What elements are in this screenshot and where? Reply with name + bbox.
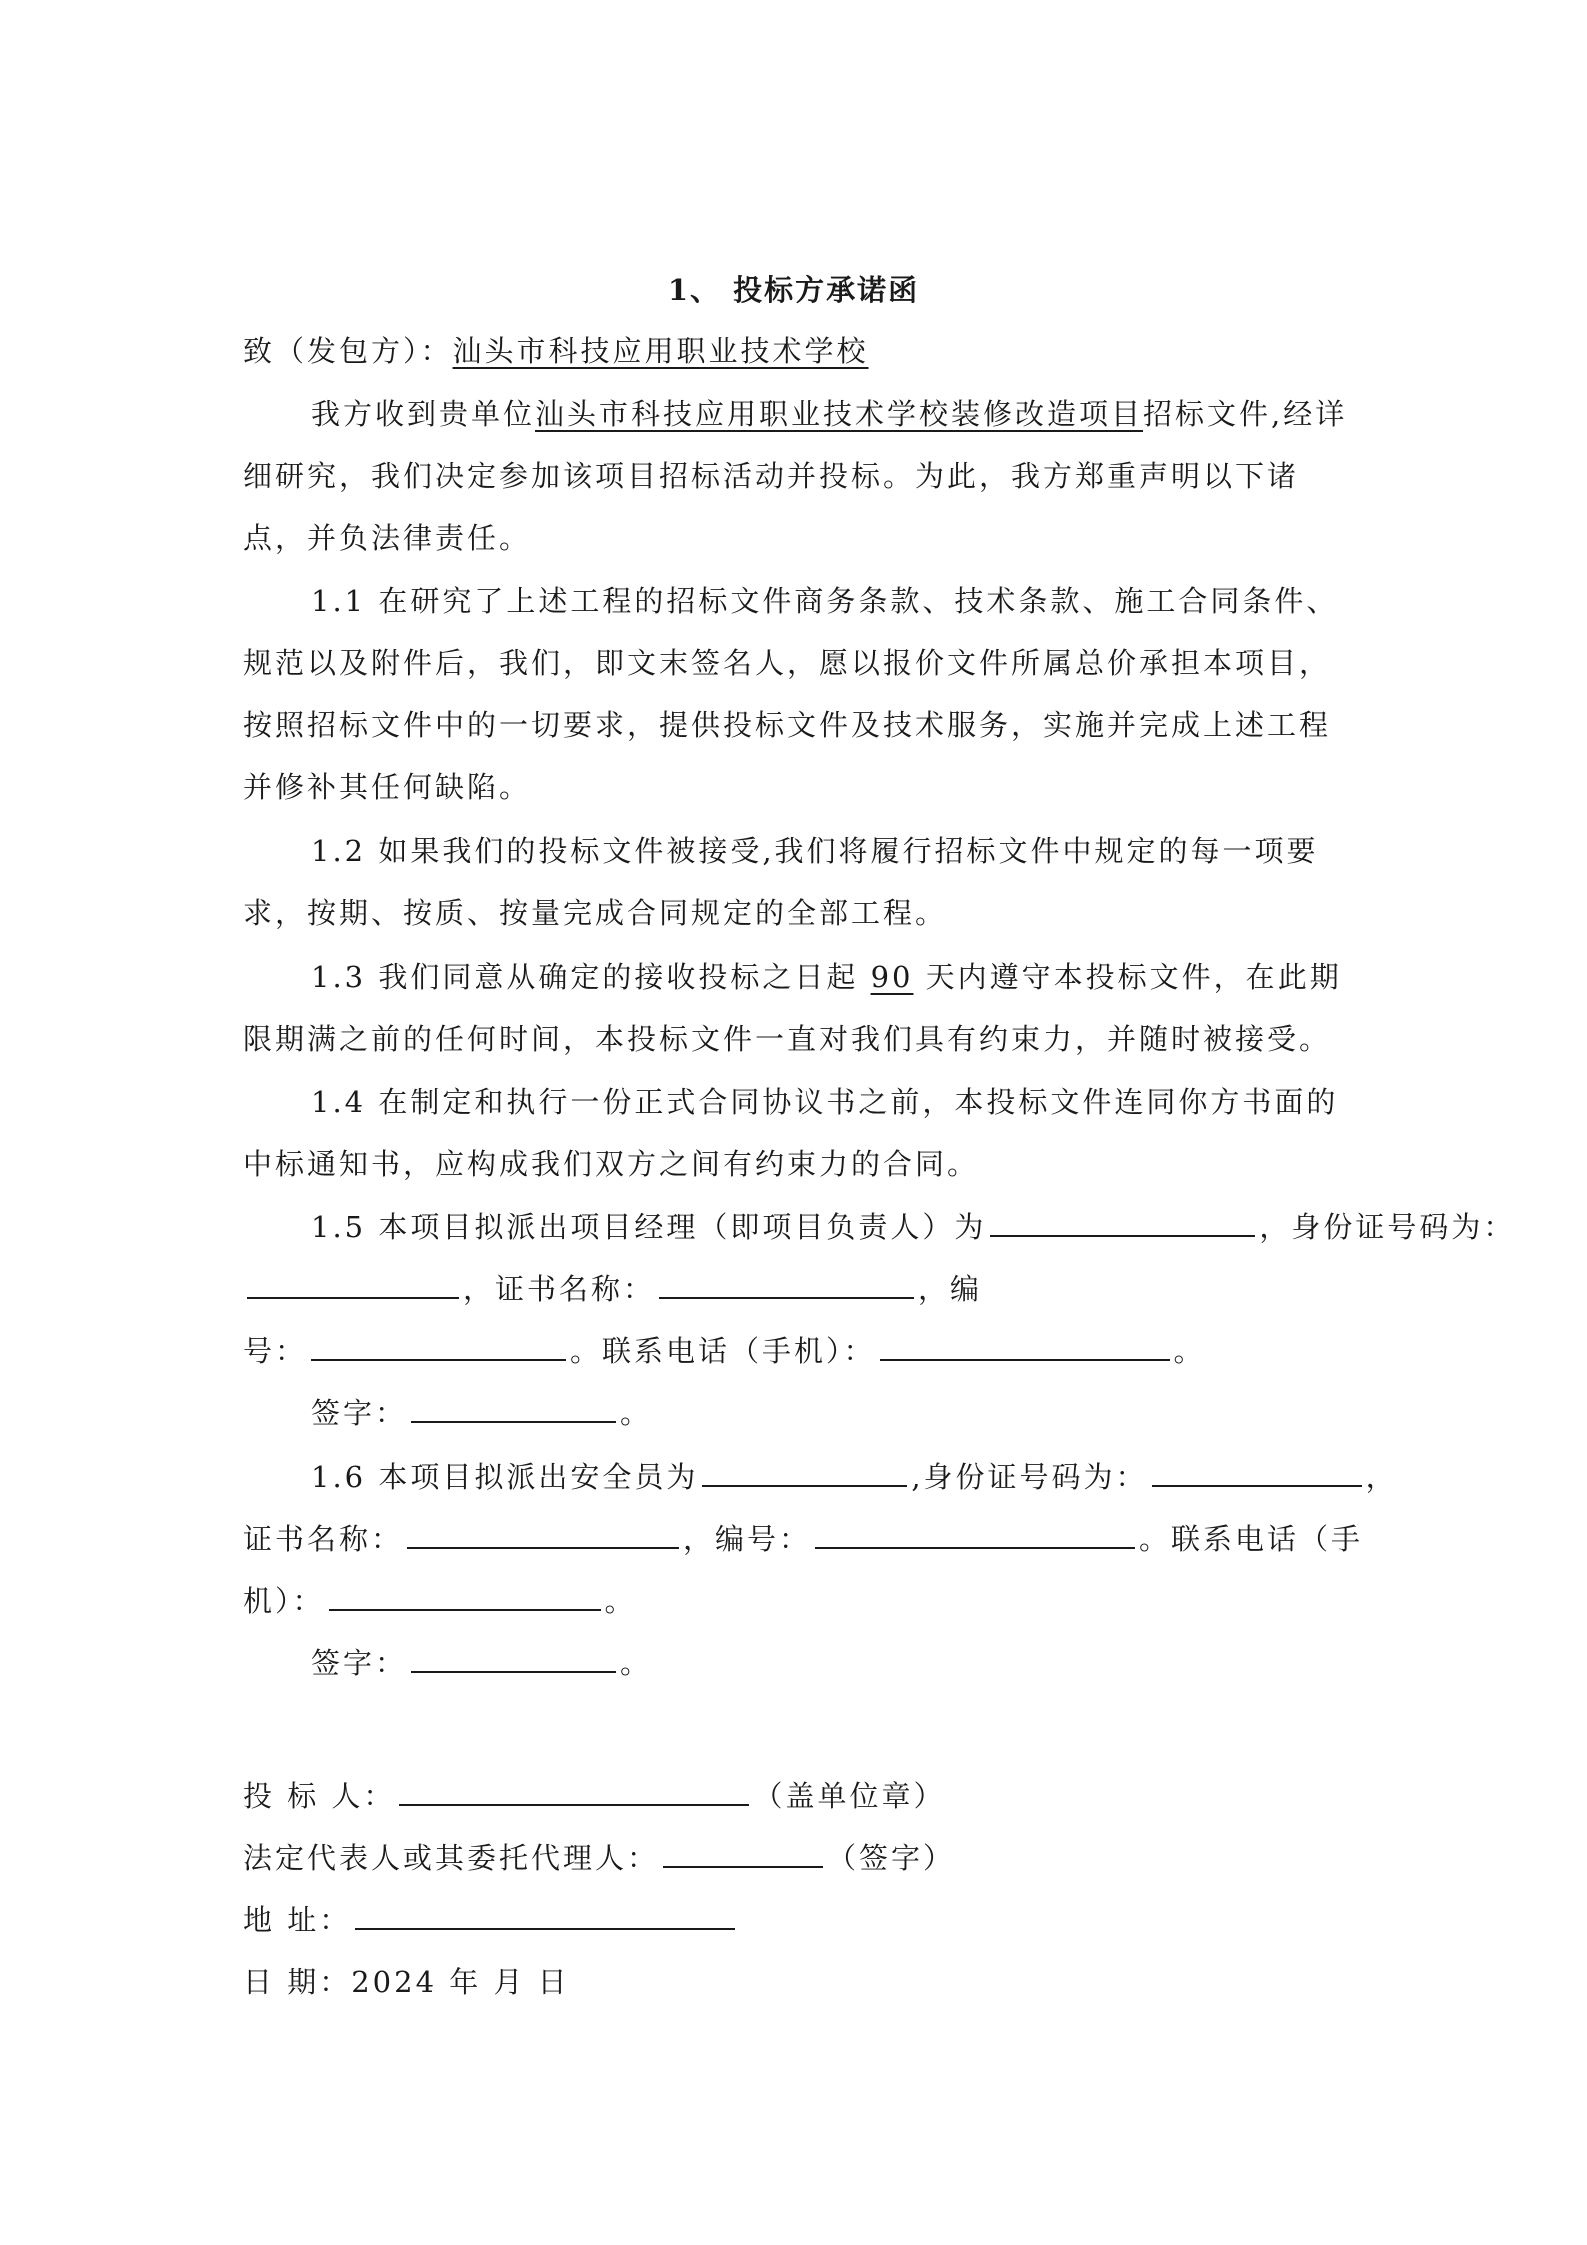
clause-1-5-line-2 <box>243 1258 1351 1320</box>
representative-line <box>243 1827 1351 1889</box>
addressee-name: 汕头市科技应用职业技术学校 <box>452 334 869 368</box>
bidder-label: 投 标 人： <box>243 1779 396 1813</box>
clause-1-5-sign-line <box>243 1382 1351 1444</box>
clause-1-6-text-e: ，编号： <box>683 1522 812 1556</box>
clause-1-5-text-c: ，证书名称： <box>463 1272 656 1306</box>
clause-1-6-text-a: 1.6 本项目拟派出安全员为 <box>311 1460 699 1494</box>
clause-1-1: 1.1 在研究了上述工程的招标文件商务条款、技术条款、施工合同条件、规范以及附件后，我们，即文末签名人，愿以报价文件所属总价承担本项目，按照招标文件中的一切要求，提供投标文件及技术服务，实施并完成上述工程并修补其任何缺陷。 <box>243 584 1339 804</box>
representative-note: （签字） <box>827 1841 956 1875</box>
safety-sign-end: 。 <box>620 1646 653 1680</box>
pm-signature-field[interactable] <box>411 1391 616 1423</box>
clause-1-5-text-b: ，身份证号码为： <box>1259 1210 1516 1244</box>
pm-sign-label: 签字： <box>311 1396 408 1430</box>
clause-1-6-text-g: 机）： <box>243 1584 325 1618</box>
bidder-line <box>243 1765 1351 1827</box>
date-line: 日 期：2024 年 月 日 <box>243 1965 570 1999</box>
clause-1-5-line-3 <box>243 1320 1351 1382</box>
page-title: 1、 投标方承诺函 <box>667 273 920 307</box>
clause-1-3-text-a: 1.3 我们同意从确定的接收投标之日起 <box>311 960 871 994</box>
clause-1-6-text-d: 证书名称： <box>243 1522 404 1556</box>
validity-days: 90 <box>870 960 914 994</box>
pm-id-number-field[interactable] <box>247 1267 459 1299</box>
addressee-line <box>243 320 1351 382</box>
clause-1-6-line-1 <box>243 1446 1398 1508</box>
intro-project-name: 汕头市科技应用职业技术学校装修改造项目 <box>535 397 1144 431</box>
address-label: 地 址： <box>243 1903 352 1937</box>
clause-1-5-text-e: 号： <box>243 1334 308 1368</box>
signature-block <box>243 1765 1351 2013</box>
clause-1-5-text-a: 1.5 本项目拟派出项目经理（即项目负责人）为 <box>311 1210 987 1244</box>
safety-certificate-name-field[interactable] <box>407 1517 679 1549</box>
representative-field[interactable] <box>663 1836 823 1868</box>
clause-1-6-text-b: ,身份证号码为： <box>911 1460 1148 1494</box>
pm-name-field[interactable] <box>990 1205 1255 1237</box>
clause-1-5-line-1 <box>243 1196 1516 1258</box>
clause-1-6-text-c: ， <box>1365 1460 1398 1494</box>
intro-text-a: 我方收到贵单位 <box>311 397 536 431</box>
clause-1-4: 1.4 在制定和执行一份正式合同协议书之前，本投标文件连同你方书面的中标通知书，应构成我们双方之间有约束力的合同。 <box>243 1085 1339 1181</box>
address-field[interactable] <box>355 1898 735 1930</box>
clause-1-3-text-b: 天内遵守本投标文件，在此期限期满之前的任何时间，本投标文件一直对我们具有约束力，并随时被接受。 <box>243 960 1342 1056</box>
representative-label: 法定代表人或其委托代理人： <box>243 1841 660 1875</box>
clause-1-6-line-2 <box>243 1508 1364 1570</box>
intro-paragraph <box>243 383 1351 569</box>
clause-1-6 <box>243 1446 1398 1694</box>
clause-1-6-text-h: 。 <box>604 1584 637 1618</box>
clause-1-5 <box>243 1196 1516 1444</box>
clause-1-5-text-d: ，编 <box>918 1272 983 1306</box>
clause-1-3 <box>243 946 1351 1070</box>
clause-1-2: 1.2 如果我们的投标文件被接受,我们将履行招标文件中规定的每一项要求，按期、按质、按量完成合同规定的全部工程。 <box>243 834 1319 930</box>
safety-certificate-number-field[interactable] <box>815 1517 1135 1549</box>
addressee-prefix: 致（发包方）： <box>243 334 453 368</box>
pm-certificate-name-field[interactable] <box>659 1267 914 1299</box>
clause-1-6-text-f: 。联系电话（手 <box>1139 1522 1364 1556</box>
clause-1-6-line-3 <box>243 1570 1351 1632</box>
pm-phone-field[interactable] <box>880 1329 1170 1361</box>
bidder-note: （盖单位章） <box>753 1779 946 1813</box>
safety-signature-field[interactable] <box>411 1641 616 1673</box>
safety-officer-name-field[interactable] <box>702 1455 907 1487</box>
safety-officer-phone-field[interactable] <box>329 1579 601 1611</box>
address-line <box>243 1889 1351 1951</box>
pm-certificate-number-field[interactable] <box>311 1329 566 1361</box>
safety-officer-id-field[interactable] <box>1152 1455 1362 1487</box>
clause-1-6-sign-line <box>243 1632 1351 1694</box>
bidder-field[interactable] <box>399 1774 749 1806</box>
clause-1-5-text-g: 。 <box>1173 1334 1206 1368</box>
clause-1-5-text-f: 。联系电话（手机）： <box>570 1334 876 1368</box>
safety-sign-label: 签字： <box>311 1646 408 1680</box>
pm-sign-end: 。 <box>620 1396 653 1430</box>
intro-text-b: 招标文件,经详细研究，我们决定参加该项目招标活动并投标。为此，我方郑重声明以下诸点，并负法律责任。 <box>243 397 1348 555</box>
